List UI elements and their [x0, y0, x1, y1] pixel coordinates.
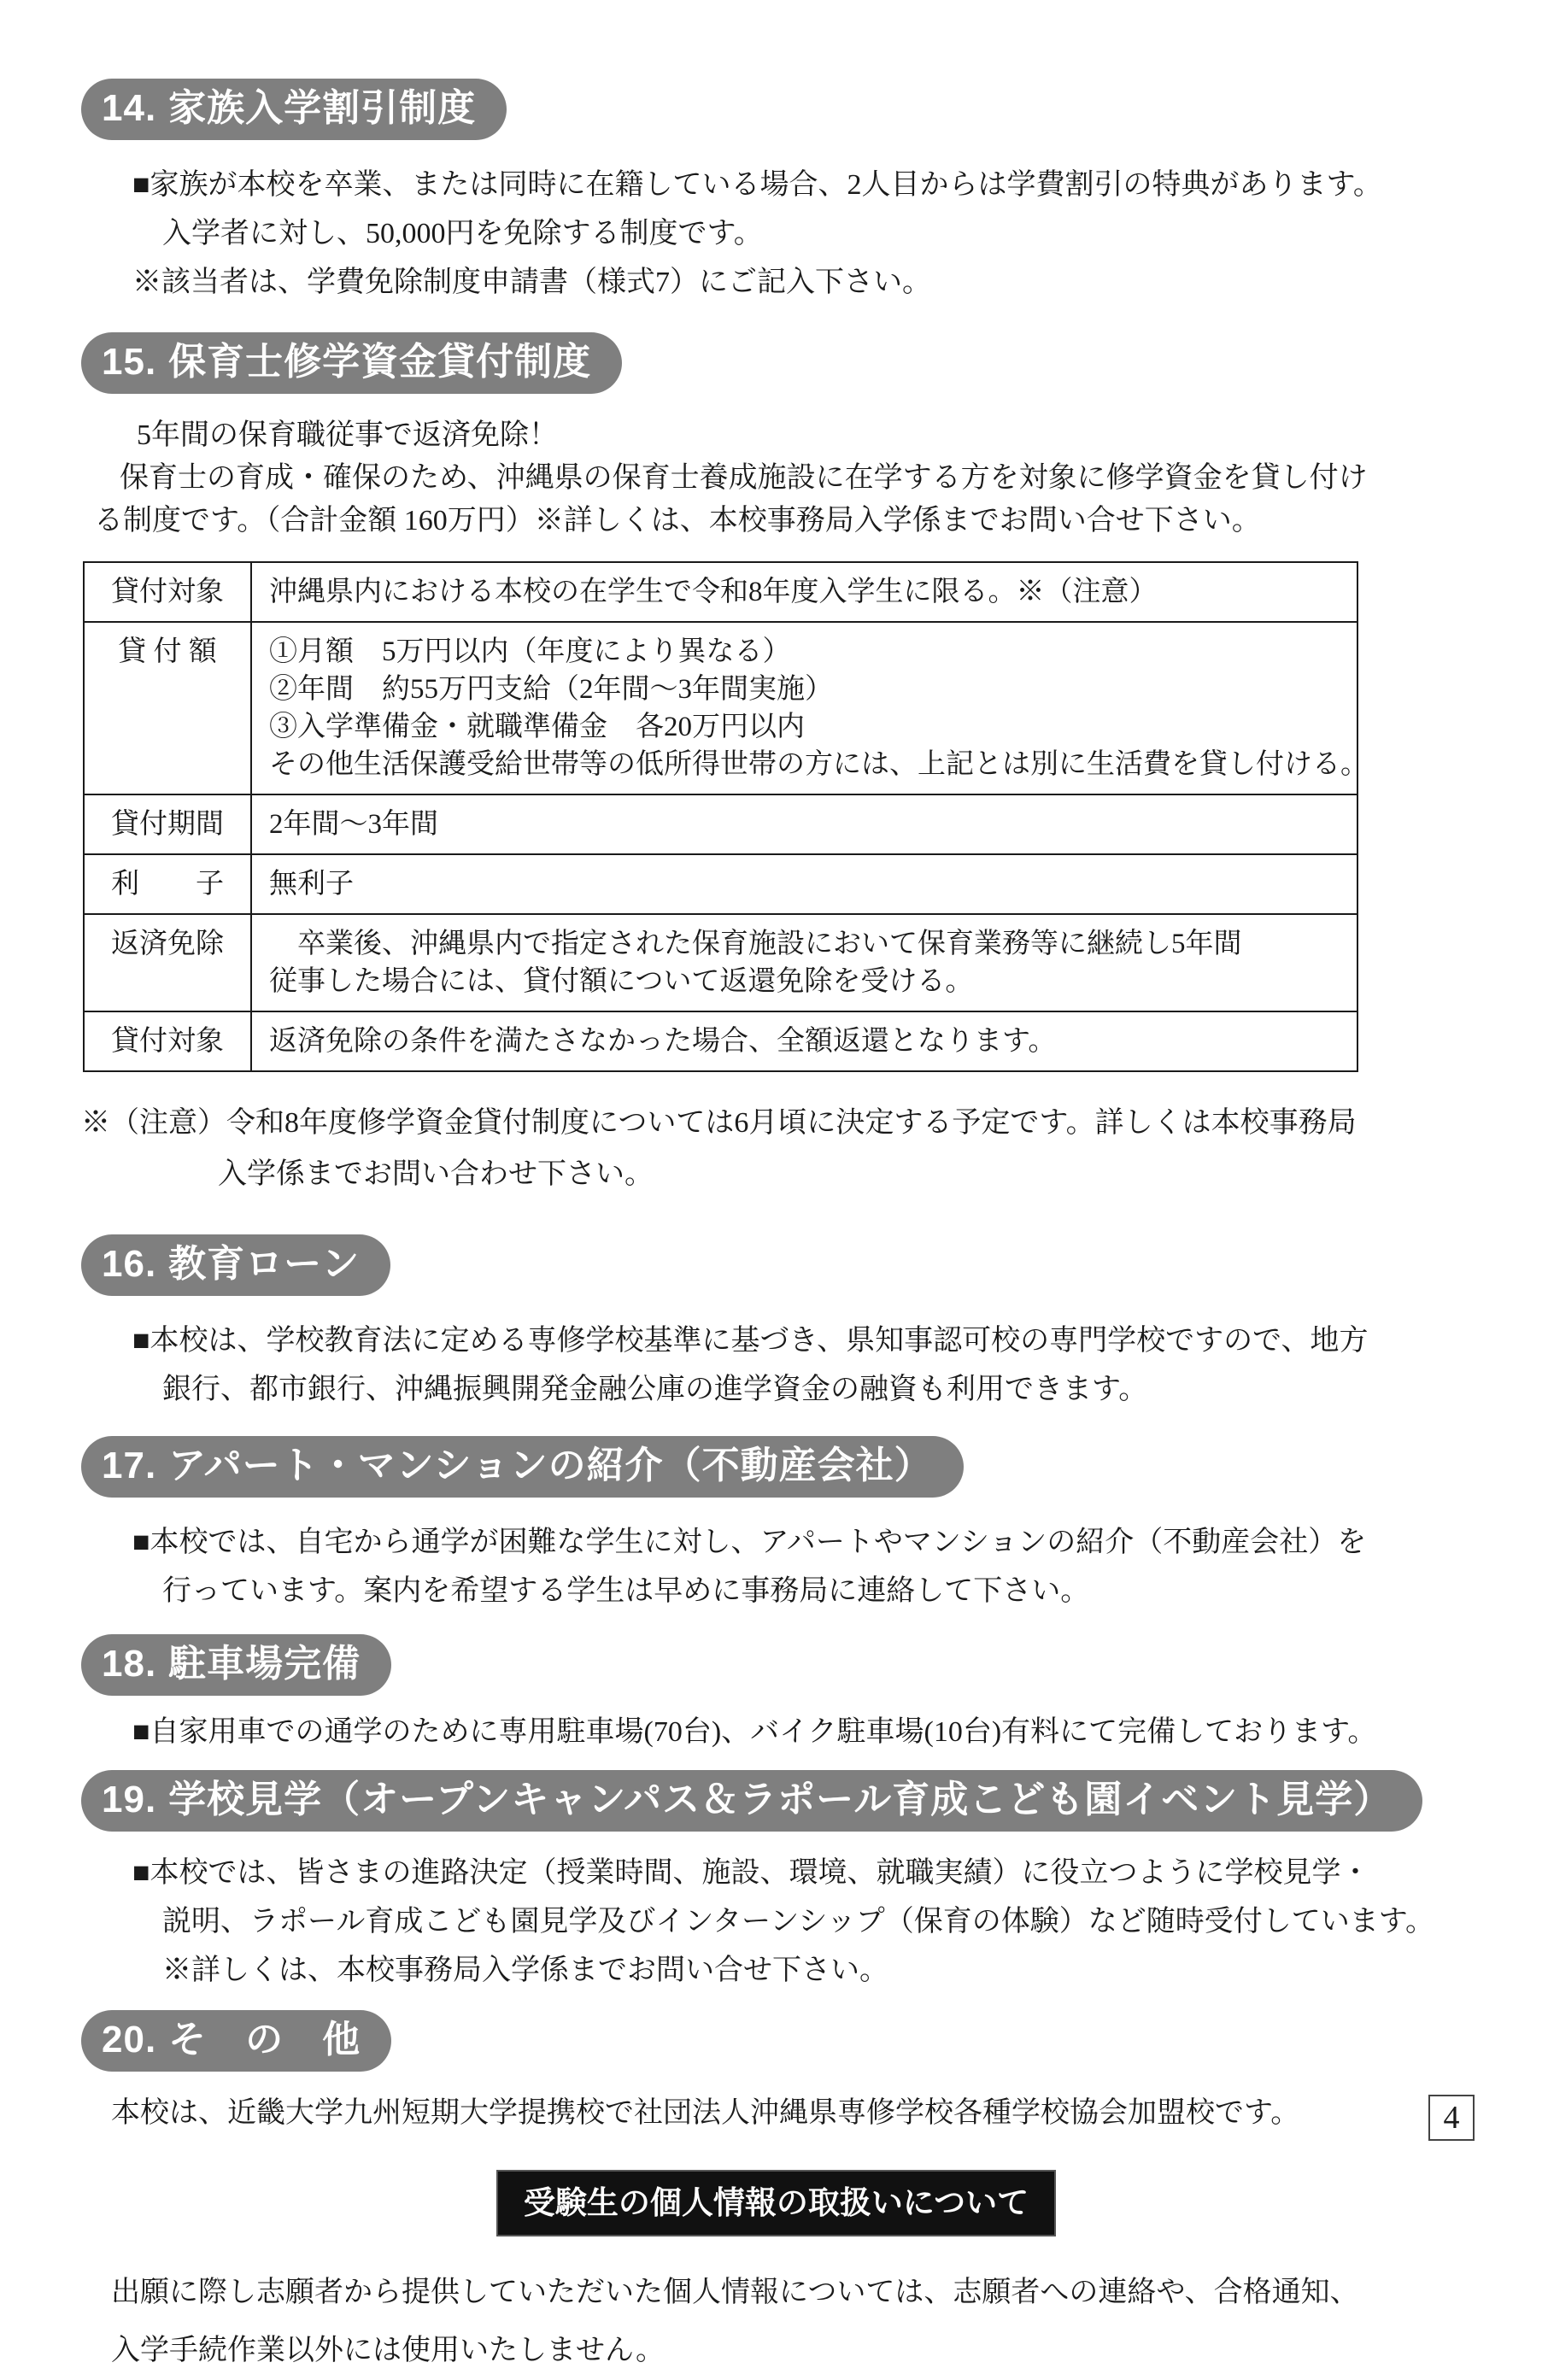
paragraph-line: ■本校では、皆さまの進路決定（授業時間、施設、環境、就職実績）に役立つように学校見学・: [132, 1857, 1370, 1889]
section-14-number: 14.: [102, 87, 157, 129]
table-note: [81, 1098, 1471, 1200]
row-label: 貸付対象: [84, 1011, 251, 1071]
paragraph-line: ■自家用車での通学のために専用駐車場(70台)、バイク駐車場(10台)有料にて完備しております。: [132, 1716, 1377, 1748]
section-18-body: [81, 1708, 1471, 1756]
paragraph-line: 銀行、都市銀行、沖縄振興開発金融公庫の進学資金の融資も利用できます。: [162, 1374, 1148, 1405]
paragraph-line: 出願に際し志願者から提供していただいた個人情報については、志願者への連絡や、合格通知、: [111, 2277, 1359, 2308]
section-17-badge: [81, 1436, 964, 1498]
paragraph-line: ■家族が本校を卒業、または同時に在籍している場合、2人目からは学費割引の特典があります。: [132, 169, 1382, 201]
paragraph-line: 行っています。案内を希望する学生は早めに事務局に連絡して下さい。: [162, 1575, 1090, 1607]
cell-line: ③入学準備金・就職準備金 各20万円以内: [269, 712, 805, 742]
loan-conditions-table: [83, 561, 1369, 1072]
paragraph-line: 入学手続作業以外には使用いたしません。: [111, 2335, 666, 2366]
row-label: 貸 付 額: [84, 622, 251, 794]
section-16-title: 教育ローン: [168, 1243, 361, 1285]
row-label: 利 子: [84, 854, 251, 914]
section-17-body: [81, 1518, 1471, 1615]
paragraph-line: ■本校では、自宅から通学が困難な学生に対し、アパートやマンションの紹介（不動産会社）を: [132, 1527, 1367, 1558]
section-20-title: そ の 他: [168, 2019, 361, 2061]
paragraph-line: 保育士の育成・確保のため、沖縄県の保育士養成施設に在学する方を対象に修学資金を貸し付け: [120, 462, 1368, 494]
section-16-number: 16.: [102, 1243, 157, 1285]
paragraph-line: ※詳しくは、本校事務局入学係までお問い合せ下さい。: [162, 1955, 888, 1986]
note-line: 入学係までお問い合わせ下さい。: [218, 1158, 654, 1190]
section-19-badge: [81, 1770, 1422, 1832]
section-15-badge: [81, 332, 622, 394]
paragraph-line: ※該当者は、学費免除制度申請書（様式7）にご記入下さい。: [132, 267, 931, 298]
row-label: 貸付期間: [84, 794, 251, 854]
page-number: 4: [1428, 2095, 1475, 2141]
privacy-title-banner: 受験生の個人情報の取扱いについて: [496, 2170, 1056, 2236]
paragraph-line: 本校は、近畿大学九州短期大学提携校で社団法人沖縄県専修学校各種学校協会加盟校です。: [111, 2097, 1300, 2129]
paragraph-line: 5年間の保育職従事で返済免除！: [137, 419, 558, 451]
table-row: [84, 854, 1357, 914]
section-15-number: 15.: [102, 341, 157, 383]
section-15-title: 保育士修学資金貸付制度: [168, 341, 592, 383]
cell-line: 無利子: [269, 869, 354, 900]
section-18-number: 18.: [102, 1643, 157, 1685]
paragraph-line: 入学者に対し、50,000円を免除する制度です。: [162, 218, 763, 249]
note-line: ※（注意）令和8年度修学資金貸付制度については6月頃に決定する予定です。詳しくは本校事務局: [81, 1107, 1357, 1139]
row-label: 貸付対象: [84, 562, 251, 622]
section-19-title: 学校見学（オープンキャンパス＆ラポール育成こども園イベント見学）: [168, 1779, 1393, 1820]
row-label: 返済免除: [84, 914, 251, 1011]
section-20-number: 20.: [102, 2019, 157, 2061]
section-14-body: [81, 161, 1471, 307]
section-20-body: [81, 2089, 1471, 2137]
cell-line: 返済免除の条件を満たさなかった場合、全額返還となります。: [269, 1026, 1057, 1057]
section-19-body: [81, 1849, 1471, 1995]
cell-line: 従事した場合には、貸付額について返還免除を受ける。: [269, 966, 974, 997]
cell-line: ②年間 約55万円支給（2年間～3年間実施）: [269, 674, 833, 705]
section-20-badge: [81, 2010, 391, 2072]
table-row: [84, 1011, 1357, 1071]
section-16-badge: [81, 1234, 390, 1296]
paragraph-line: 説明、ラポール育成こども園見学及びインターンシップ（保育の体験）など随時受付しています。: [162, 1906, 1435, 1937]
section-18-badge: [81, 1634, 391, 1696]
table-row: [84, 562, 1357, 622]
section-14-badge: [81, 79, 507, 140]
table-row: [84, 914, 1357, 1011]
section-14-title: 家族入学割引制度: [168, 87, 477, 129]
table-row: [84, 794, 1357, 854]
table-row: [84, 622, 1357, 794]
cell-line: 沖縄県内における本校の在学生で令和8年度入学生に限る。※（注意）: [269, 577, 1158, 607]
section-15-body: [81, 414, 1471, 542]
paragraph-line: ■本校は、学校教育法に定める専修学校基準に基づき、県知事認可校の専門学校ですので、地方: [132, 1325, 1369, 1357]
section-16-body: [81, 1316, 1471, 1414]
section-19-number: 19.: [102, 1779, 157, 1820]
cell-line: 2年間～3年間: [269, 809, 438, 840]
cell-line: 卒業後、沖縄県内で指定された保育施設において保育業務等に継続し5年間: [269, 929, 1242, 959]
section-17-title: アパート・マンションの紹介（不動産会社）: [168, 1445, 933, 1486]
cell-line: その他生活保護受給世帯等の低所得世帯の方には、上記とは別に生活費を貸し付ける。: [269, 749, 1369, 780]
paragraph-line: る制度です。（合計金額 160万円）※詳しくは、本校事務局入学係までお問い合せ下さい。: [94, 505, 1261, 536]
section-18-title: 駐車場完備: [168, 1643, 361, 1685]
cell-line: ①月額 5万円以内（年度により異なる）: [269, 636, 791, 667]
privacy-body: [81, 2264, 1471, 2380]
section-17-number: 17.: [102, 1445, 157, 1486]
